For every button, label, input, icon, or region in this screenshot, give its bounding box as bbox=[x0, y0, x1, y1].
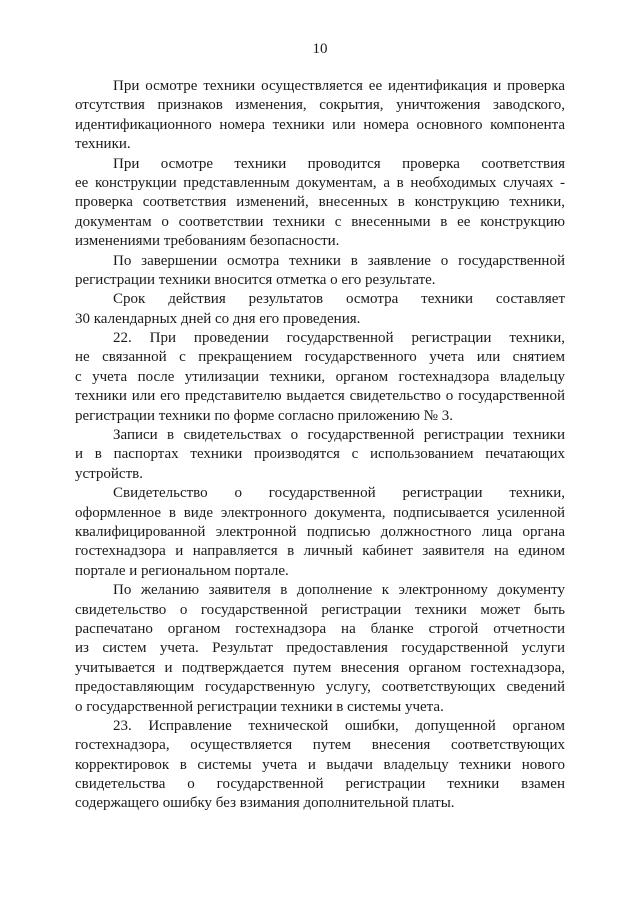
text-line: техники или его представителю выдается свидетельство о государственной bbox=[75, 388, 565, 405]
text-line: По желанию заявителя в дополнение к электронному документу bbox=[113, 582, 565, 599]
text-line: портале и региональном портале. bbox=[75, 562, 289, 579]
text-line: распечатано органом гостехнадзора на бланке строгой отчетности bbox=[75, 620, 565, 637]
text-line: 22. При проведении государственной регистрации техники, bbox=[113, 330, 565, 347]
text-line: 23. Исправление технической ошибки, допущенной органом bbox=[113, 717, 565, 734]
paragraph bbox=[75, 426, 565, 484]
text-line: оформленное в виде электронного документа, подписывается усиленной bbox=[75, 504, 565, 521]
text-line: с учета после утилизации техники, органом гостехнадзора владельцу bbox=[75, 368, 565, 385]
text-line: документам о соответствии техники с внесенными в ее конструкцию bbox=[75, 213, 565, 230]
paragraph bbox=[75, 717, 565, 814]
text-line: Записи в свидетельствах о государственной регистрации техники bbox=[113, 427, 565, 444]
text-line: При осмотре техники проводится проверка соответствия bbox=[113, 155, 565, 172]
text-line: гостехнадзора и направляется в личный кабинет заявителя на едином bbox=[75, 543, 565, 560]
text-line: о государственной регистрации техники в системы учета. bbox=[75, 698, 444, 715]
paragraph bbox=[75, 484, 565, 581]
text-line: квалифицированной электронной подписью должностного лица органа bbox=[75, 523, 565, 540]
text-line: из систем учета. Результат предоставления государственной услуги bbox=[75, 640, 565, 657]
text-line: проверка соответствия изменений, внесенных в конструкцию техники, bbox=[75, 194, 565, 211]
paragraph bbox=[75, 290, 565, 329]
text-line: не связанной с прекращением государственного учета или снятием bbox=[75, 349, 565, 366]
paragraph bbox=[75, 155, 565, 252]
text-line: устройств. bbox=[75, 465, 143, 482]
page-number: 10 bbox=[312, 41, 328, 57]
text-line: и в паспортах техники производятся с использованием печатающих bbox=[75, 446, 565, 463]
text-line: предоставляющим государственную услугу, соответствующих сведений bbox=[75, 679, 565, 696]
text-line: изменениями требованиям безопасности. bbox=[75, 233, 340, 250]
text-line: отсутствия признаков изменения, сокрытия, уничтожения заводского, bbox=[75, 97, 565, 114]
text-line: корректировок в системы учета и выдачи владельцу техники нового bbox=[75, 756, 565, 773]
text-line: ее конструкции представленным документам, а в необходимых случаях - bbox=[75, 174, 565, 191]
text-line: содержащего ошибку без взимания дополнительной платы. bbox=[75, 795, 455, 812]
text-line: свидетельство о государственной регистрации техники может быть bbox=[75, 601, 565, 618]
paragraph bbox=[75, 581, 565, 717]
document-body bbox=[75, 77, 565, 814]
text-line: гостехнадзора, осуществляется путем внесения соответствующих bbox=[75, 737, 565, 754]
text-line: регистрации техники вносится отметка о его результате. bbox=[75, 271, 436, 288]
text-line: По завершении осмотра техники в заявление о государственной bbox=[113, 252, 565, 269]
paragraph bbox=[75, 252, 565, 291]
text-line: свидетельства о государственной регистрации техники взамен bbox=[75, 776, 565, 793]
paragraph bbox=[75, 77, 565, 155]
paragraph bbox=[75, 329, 565, 426]
text-line: Срок действия результатов осмотра техники составляет bbox=[113, 291, 565, 308]
text-line: 30 календарных дней со дня его проведения. bbox=[75, 310, 361, 327]
text-line: При осмотре техники осуществляется ее идентификация и проверка bbox=[113, 78, 565, 94]
text-line: Свидетельство о государственной регистрации техники, bbox=[113, 485, 565, 502]
text-line: регистрации техники по форме согласно приложению № 3. bbox=[75, 407, 453, 424]
text-line: техники. bbox=[75, 136, 131, 153]
text-line: идентификационного номера техники или номера основного компонента bbox=[75, 116, 565, 133]
text-line: учитывается и подтверждается путем внесения органом гостехнадзора, bbox=[75, 659, 565, 676]
